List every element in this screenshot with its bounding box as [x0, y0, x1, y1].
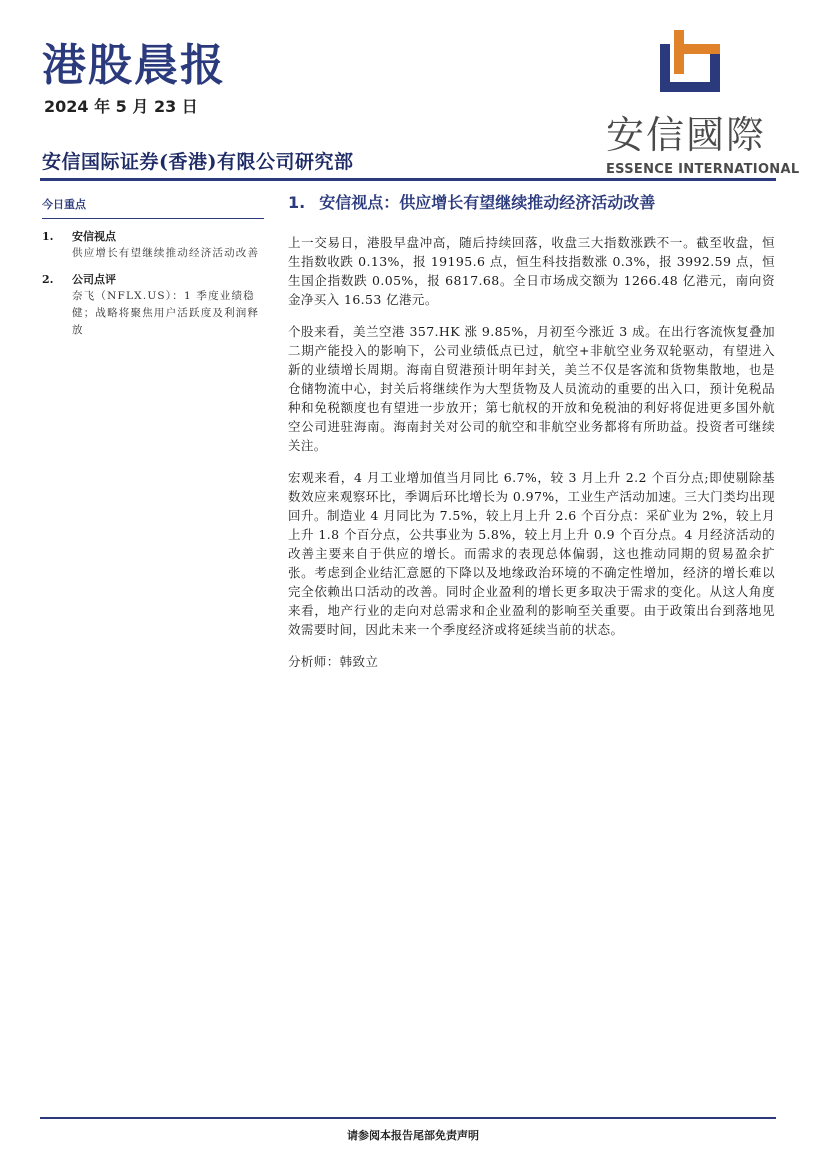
- logo-chinese-name: 安信國際: [606, 113, 767, 157]
- sidebar-item-number: 2.: [42, 273, 54, 286]
- paragraph-market: 上一交易日，港股早盘冲高，随后持续回落，收盘三大指数涨跌不一。截至收盘，恒生指数收跌 0.13%，报 19195.6 点，恒生科技指数涨 0.3%，报 3992.59 点，恒生国企指数跌 0.05%，报 6817.68。全日市场成交额为 1266.48 亿港元，南向资金净买入 16.53 亿港元。: [288, 235, 775, 307]
- sidebar-title: 今日重点: [42, 196, 264, 219]
- report-date: 2024 年 5 月 23 日: [44, 97, 198, 116]
- section-title: 安信视点：供应增长有望继续推动经济活动改善: [319, 193, 656, 212]
- header-divider: [40, 178, 776, 181]
- section-heading: [288, 190, 775, 213]
- sidebar-item-title: 安信视点: [72, 230, 116, 243]
- sidebar-item-number: 1.: [42, 230, 54, 243]
- essence-logo-icon: [660, 30, 720, 92]
- analyst-name: 分析师：韩致立: [288, 654, 379, 669]
- footer-divider: [40, 1117, 776, 1119]
- disclaimer-note: 请参阅本报告尾部免责声明: [347, 1129, 479, 1142]
- section-number: 1.: [288, 193, 306, 212]
- report-title: 港股晨报: [42, 40, 226, 91]
- sidebar-item[interactable]: [42, 229, 264, 262]
- paragraph-stock: 个股来看，美兰空港 357.HK 涨 9.85%，月初至今涨近 3 成。在出行客流恢复叠加二期产能投入的影响下，公司业绩低点已过，航空+非航空业务双轮驱动，有望进入新的业绩增长周期。海南自贸港预计明年封关，美兰不仅是客流和货物集散地，也是仓储物流中心，封关后将继续作为大型货物及人员流动的重要的出入口，预计免税品种和免税额度也有望进一步放开；第七航权的开放和免税油的利好将促进更多国外航空公司进驻海南。海南封关对公司的航空和非航空业务都将有所助益。投资者可继续关注。: [288, 324, 775, 453]
- sidebar-item-desc: 奈飞（NFLX.US）：1 季度业绩稳健；战略将聚焦用户活跃度及利润释放: [72, 290, 260, 336]
- paragraph-macro: 宏观来看，4 月工业增加值当月同比 6.7%，较 3 月上升 2.2 个百分点;即使剔除基数效应来观察环比，季调后环比增长为 0.97%，工业生产活动加速。三大门类均出现回升。制造业 4 月同比为 7.5%，较上月上升 2.6 个百分点：采矿业为 2%，较上月上升 1.8 个百分点，公共事业为 5.8%，较上月上升 0.9 个百分点。4 月经济活动的改善主要来自于供应的增长。而需求的表现总体偏弱，这也推动同期的贸易盈余扩张。考虑到企业结汇意愿的下降以及地缘政治环境的不确定性增加，经济的增长难以完全依赖出口活动的改善。同时企业盈利的增长更多取决于需求的变化。从这人角度来看，地产行业的走向对总需求和企业盈利的影响至关重要。由于政策出台到落地见效需要时间，因此未来一个季度经济或将延续当前的状态。: [288, 470, 775, 637]
- highlights-sidebar: [42, 196, 264, 349]
- department-name: 安信国际证券(香港)有限公司研究部: [42, 151, 354, 173]
- logo-english-name: ESSENCE INTERNATIONAL: [606, 162, 800, 177]
- sidebar-item-desc: 供应增长有望继续推动经济活动改善: [72, 247, 260, 259]
- main-content: [288, 190, 775, 684]
- sidebar-item-title: 公司点评: [72, 273, 116, 286]
- sidebar-item[interactable]: [42, 272, 264, 339]
